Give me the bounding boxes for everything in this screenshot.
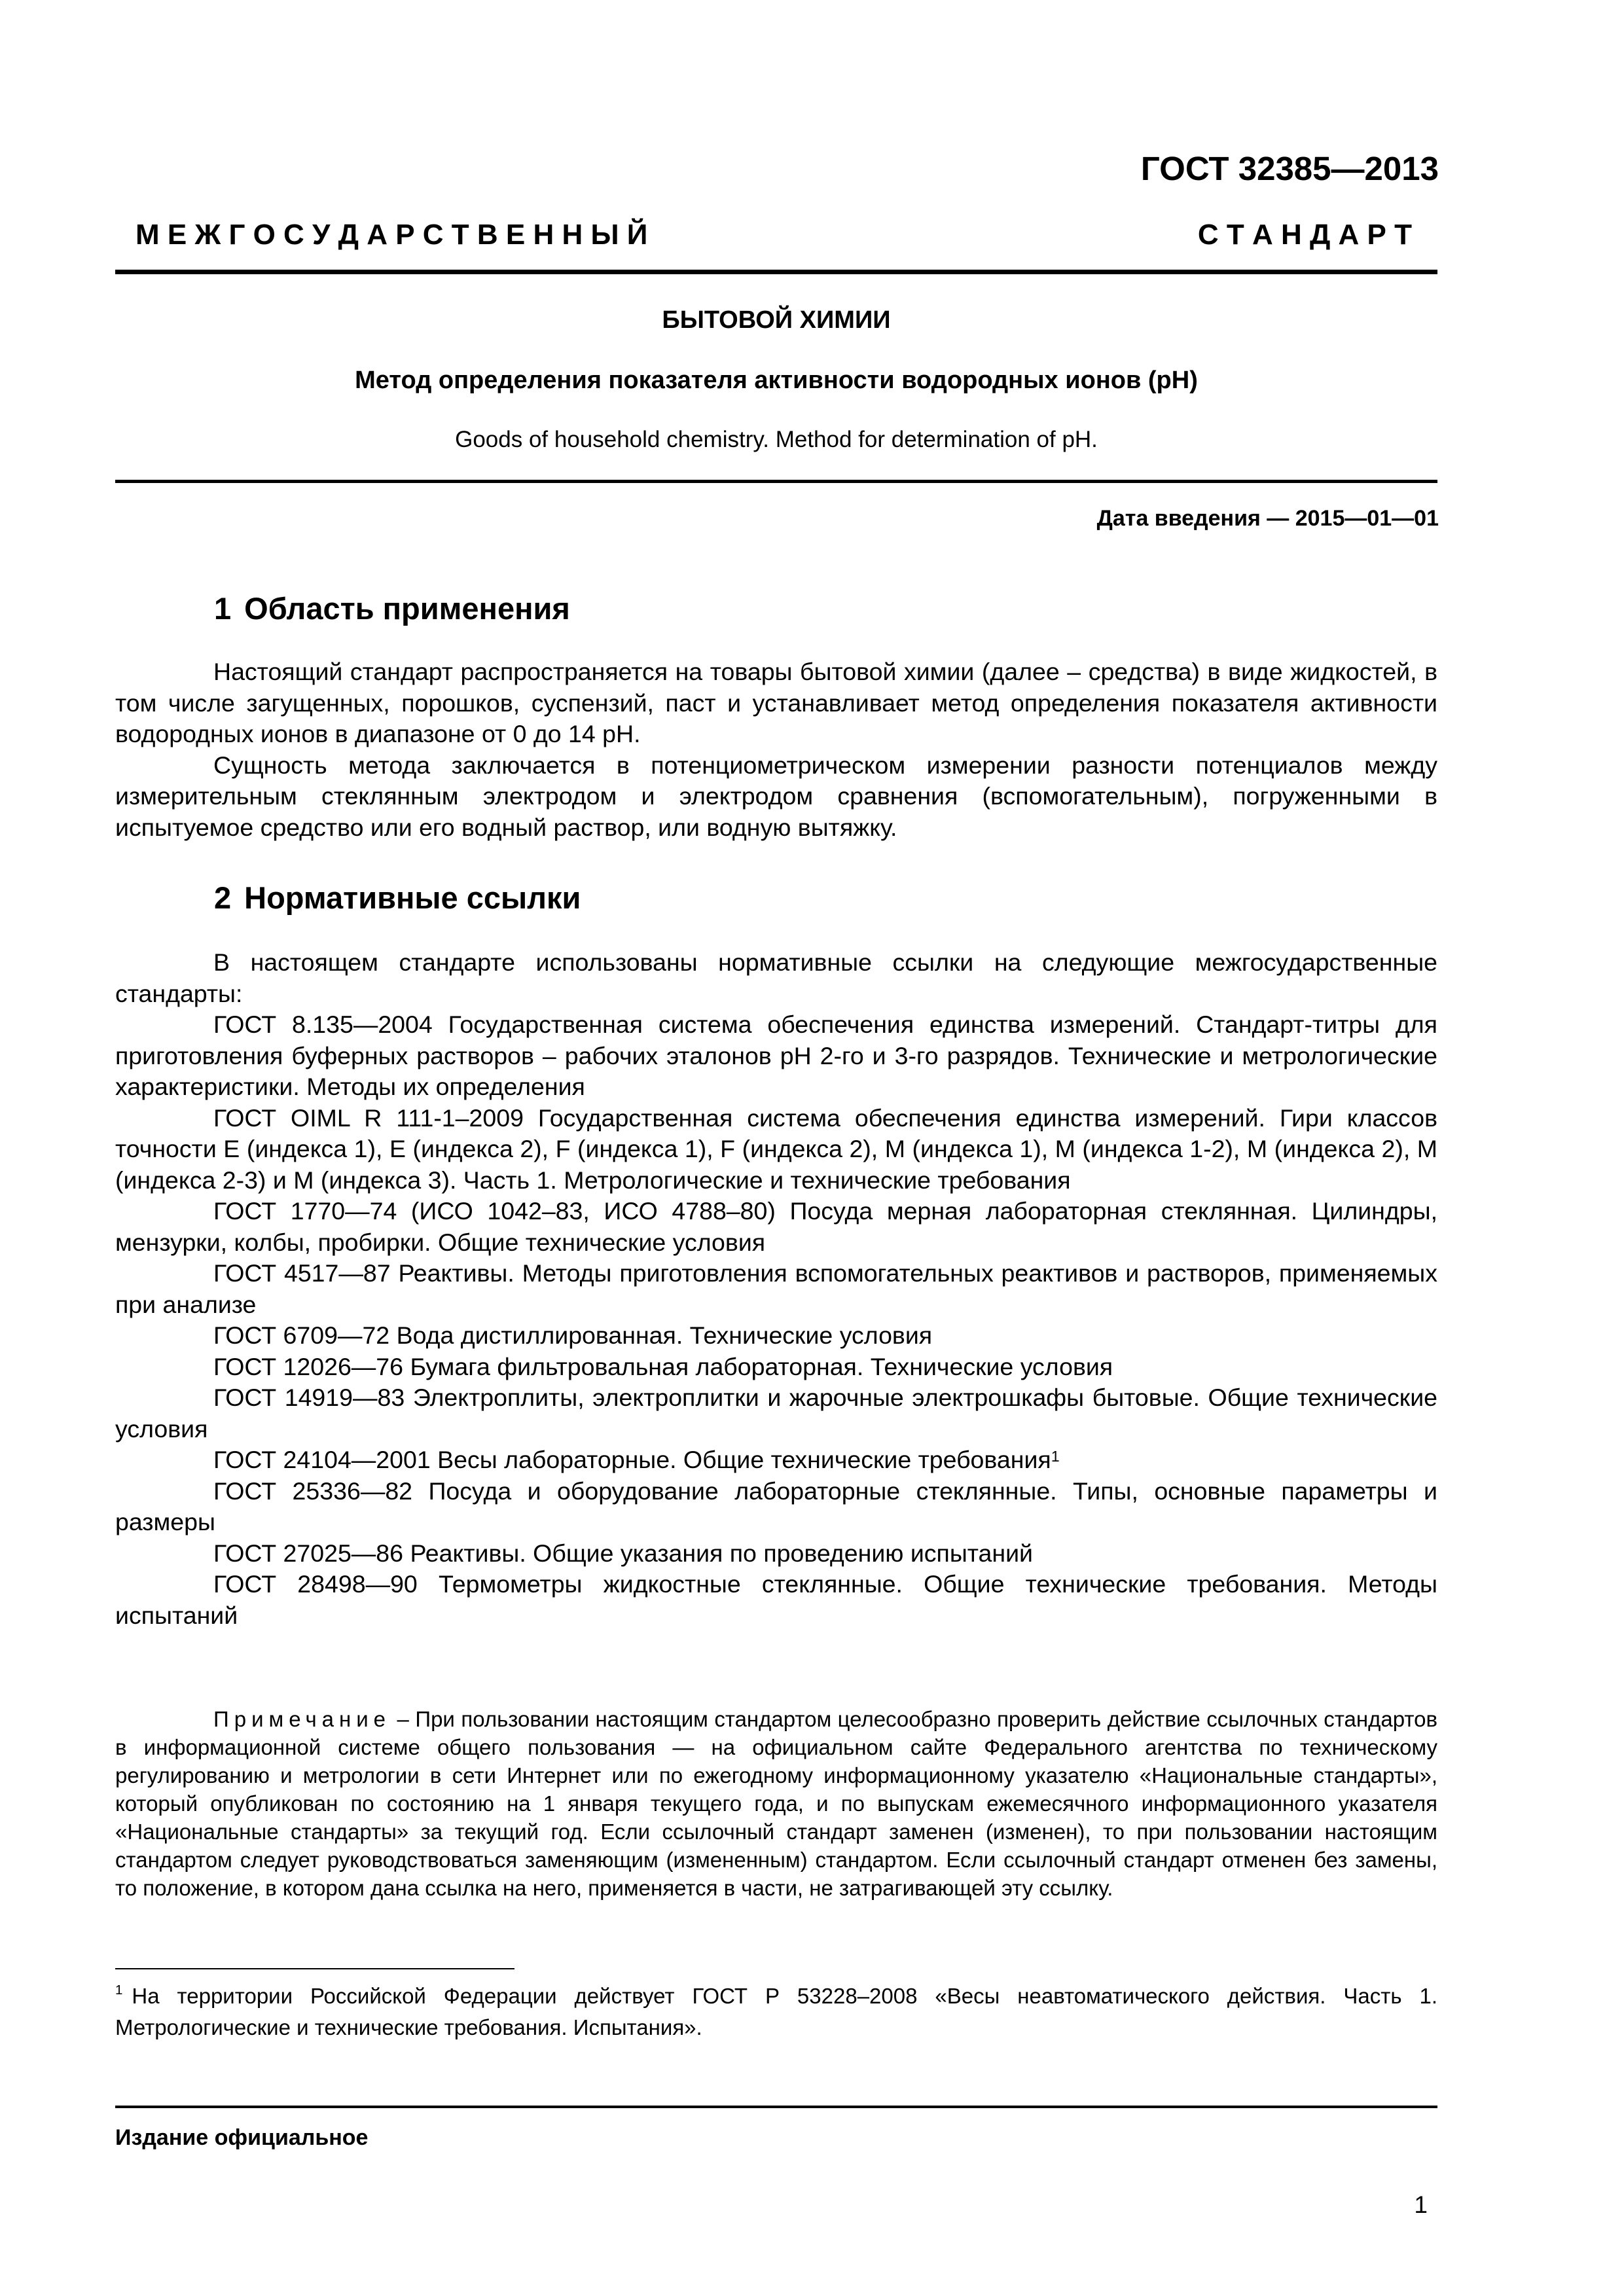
reference-text: ГОСТ 24104—2001 Весы лабораторные. Общие технические требования — [213, 1446, 1051, 1473]
title-rule — [115, 480, 1437, 483]
standard-type-left: М Е Ж Г О С У Д А Р С Т В Е Н Н Ы Й — [135, 219, 648, 251]
edition-label: Издание официальное — [115, 2125, 369, 2150]
paragraph: Сущность метода заключается в потенциометрическом измерении разности потенциалов между измерительным стеклянным электродом и электродом сравнения (вспомогательным), погруженными в испытуемое средство или его водный раствор, или водную вытяжку. — [115, 751, 1437, 841]
paragraph: Настоящий стандарт распространяется на товары бытовой химии (далее – средства) в виде жидкостей, в том числе загущенных, порошков, суспензий, паст и устанавливает метод определения показателя активности водородных ионов в диапазоне от 0 до 14 pH. — [115, 658, 1437, 747]
reference-item: ГОСТ OIML R 111-1–2009 Государственная система обеспечения единства измерений. Гири классов точности E (индекса 1), E (индекса 2), F (индекса 1), F (индекса 2), M (индекса 1), M (индекса 1-2), M (индекса 2), M (индекса 2-3) и M (индекса 3). Часть 1. Метрологические и технические требования — [115, 1103, 1437, 1194]
reference-item: ГОСТ 14919—83 Электроплиты, электроплитки и жарочные электрошкафы бытовые. Общие технические условия — [115, 1384, 1437, 1443]
section-number: 2 — [214, 880, 232, 915]
reference-item: ГОСТ 6709—72 Вода дистиллированная. Технические условия — [213, 1321, 933, 1349]
page-number: 1 — [1414, 2191, 1428, 2218]
footnote — [115, 1982, 1437, 2041]
section-title: Нормативные ссылки — [244, 880, 581, 915]
section-heading-scope — [214, 590, 570, 626]
reference-item — [115, 1444, 1437, 1476]
footnote-separator — [115, 1968, 514, 1969]
standard-type-heading — [135, 219, 1412, 251]
reference-item: ГОСТ 25336—82 Посуда и оборудование лабораторные стеклянные. Типы, основные параметры и размеры — [115, 1477, 1437, 1535]
section-references-body — [115, 947, 1437, 1631]
section-title: Область применения — [244, 591, 570, 626]
references-intro: В настоящем стандарте использованы нормативные ссылки на следующие межгосударственные стандарты: — [115, 948, 1437, 1007]
document-title-english: Goods of household chemistry. Method for determination of pH. — [455, 427, 1098, 452]
reference-item: ГОСТ 27025—86 Реактивы. Общие указания по проведению испытаний — [213, 1539, 1033, 1567]
note-text: – При пользовании настоящим стандартом целесообразно проверить действие ссылочных стандартов в информационной системе общего пользования — на официальном сайте Федерального агентства по техническому регулированию и метрологии в сети Интернет или по ежегодному информационному указателю «Национальные стандарты», который опубликован по состоянию на 1 января текущего года, и по выпускам ежемесячного информационного указателя «Национальные стандарты» за текущий год. Если ссылочный стандарт заменен (изменен), то при пользовании настоящим стандартом следует руководствоваться заменяющим (измененным) стандартом. Если ссылочный стандарт отменен без замены, то положение, в котором дана ссылка на него, применяется в части, не затрагивающей эту ссылку. — [115, 1707, 1437, 1900]
introduction-date: Дата введения — 2015—01—01 — [1096, 506, 1439, 531]
document-number: ГОСТ 32385—2013 — [1140, 150, 1439, 187]
reference-item: ГОСТ 1770—74 (ИСО 1042–83, ИСО 4788–80) Посуда мерная лабораторная стеклянная. Цилиндры, мензурки, колбы, пробирки. Общие технические условия — [115, 1197, 1437, 1256]
standard-type-right: С Т А Н Д А Р Т — [1197, 219, 1412, 251]
reference-item: ГОСТ 4517—87 Реактивы. Методы приготовления вспомогательных реактивов и растворов, применяемых при анализе — [115, 1259, 1437, 1318]
footnote-paragraph — [115, 1982, 1437, 2041]
section-number: 1 — [214, 591, 232, 626]
footnote-text: На территории Российской Федерации действует ГОСТ Р 53228–2008 «Весы неавтоматического действия. Часть 1. Метрологические и технические требования. Испытания». — [115, 1984, 1437, 2039]
footer-rule — [115, 2106, 1437, 2108]
footnote-mark: 1 — [115, 1982, 123, 1998]
document-title: БЫТОВОЙ ХИМИИ — [662, 306, 891, 334]
document-subtitle: Метод определения показателя активности водородных ионов (pH) — [355, 367, 1198, 394]
reference-item: ГОСТ 28498—90 Термометры жидкостные стеклянные. Общие технические требования. Методы испытаний — [115, 1570, 1437, 1629]
footnote-reference: 1 — [1051, 1447, 1060, 1465]
note-block — [115, 1705, 1437, 1902]
reference-item: ГОСТ 12026—76 Бумага фильтровальная лабораторная. Технические условия — [213, 1352, 1113, 1380]
reference-item: ГОСТ 8.135—2004 Государственная система обеспечения единства измерений. Стандарт-титры для приготовления буферных растворов – рабочих эталонов pH 2-го и 3-го разрядов. Технические и метрологические характеристики. Методы их определения — [115, 1011, 1437, 1100]
note-label: Примечание — [213, 1707, 391, 1731]
header-rule — [115, 270, 1437, 274]
section-heading-references — [214, 880, 581, 916]
section-scope-body — [115, 656, 1437, 843]
note-paragraph — [115, 1705, 1437, 1902]
